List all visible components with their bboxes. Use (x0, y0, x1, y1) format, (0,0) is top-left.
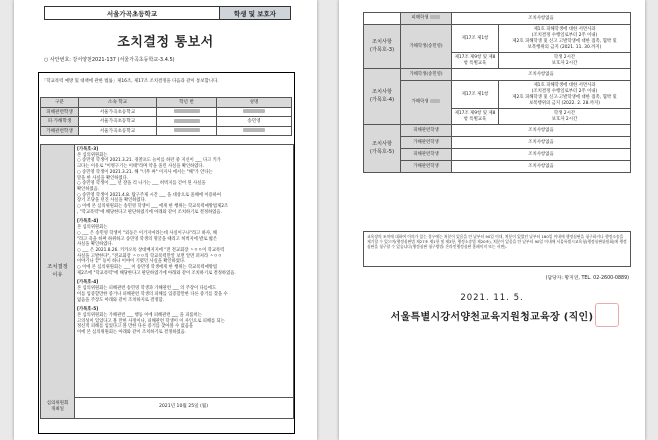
measure-line: 제2호 피해학생 및 신고 고발학생에 대한 접촉, 협박 및 (512, 38, 617, 44)
group-label: (가목호-3) (369, 46, 395, 53)
meeting-date-row (40, 396, 294, 419)
measure-content: 조치사항없음 (452, 137, 631, 149)
section-line: 본 심의위원회는 가해관련 ___ 행동 이에 피해관련 ___ 을 피롭히는 (77, 312, 202, 318)
row-school: 서울가곡초등학교 (79, 126, 157, 136)
section-line: 본 심의위원회는 피해관련 송민영 학생과 가해관련 ___ 의 주장이 다름에도 (77, 286, 217, 292)
table-row (364, 69, 631, 81)
group-label: 조치사항 (371, 39, 393, 45)
table-row (364, 81, 631, 109)
law-cell (452, 53, 499, 69)
meeting-label-line: 개최일 (50, 407, 65, 412)
section-line: ○ 이에 본 심의위원회는 송민영 학생이 ___ 에게 한 행위는 학교폭력예방법제2조 (77, 204, 229, 210)
student-table (40, 97, 292, 136)
measure-content (499, 53, 631, 69)
meeting-date: 2021년 10월 25일 (월) (158, 404, 209, 409)
section-line: ○ 송민영 학생이 ___ 년 잘을 리 나가는 ___ 허벅지를 걷어 된 사실을 (77, 181, 206, 187)
measure-line: 보복행위의 금지 (2021. 11. 30.까지) (527, 44, 602, 50)
header-audience: 학생 및 보호자 (220, 6, 291, 20)
section-line: ○ ___ 은 송민영 학생이 "외동은 이거지마라는데 사실이구나"라고 하자, 해 (77, 230, 217, 236)
meeting-label (41, 396, 75, 418)
section-line: 정신적 피해를 입었다고 볼 만한 다른 증거를 찾아볼 수 없음을 (77, 324, 194, 330)
measure-line: (조치결정 수행일로부터 2주 이내) (531, 32, 598, 38)
measure-content: 조치사항없음 (452, 13, 631, 25)
section-line: ○ 송민영 학생이 2021.3.21. 경찰프도 놀이를 하던 중 지신이 ___ 다고 키가 (77, 158, 221, 164)
group-label: (가목호-4) (369, 96, 395, 103)
header-school: 서울가곡초등학교 (44, 6, 220, 20)
row-name: 송민영 (217, 117, 292, 127)
section-line: 사실을 확인하였다. (77, 242, 113, 248)
section-line: 고의성이 있었다고 볼 만한 사정이나, 피해관련 학생이 이 사인으로 피해를 되는 (77, 318, 225, 324)
role-label: 가해관련학생 (413, 163, 439, 169)
table-row (364, 161, 631, 173)
measure-line: 보복행위의 금지 (2022. 2. 28.까지) (529, 100, 600, 106)
role-label: 피해관련학생 (413, 151, 439, 157)
group-label: (가목호-5) (369, 148, 395, 155)
notice-page-2 (339, 0, 645, 440)
role-cell (401, 149, 452, 161)
table-row (364, 149, 631, 161)
page-header (44, 6, 291, 20)
measure-content: 조치사항없음 (452, 69, 631, 81)
redacted-name (430, 15, 440, 19)
section-line: ○ ___ 은 2021.8.26. 키카오톡 상대배지지에 "전 전교회장 ㅅㅇㅇ이 학교폭력 (77, 247, 225, 253)
measure-content: 조치사항없음 (452, 149, 631, 161)
table-row (364, 125, 631, 137)
redacted-grade (157, 126, 217, 136)
meeting-label-line: 심의위원회 (46, 401, 69, 406)
col-header: 학년 반 (157, 98, 217, 108)
section-line: 사실을 고발한다", "전교회장 ㅅㅇㅇ의 학교폭력만알 보면 알면 퍼져라 ㅅㅇㅇ (77, 253, 222, 259)
reason-label-line: 이유 (52, 272, 63, 278)
reason-content (77, 147, 290, 336)
reason-label (41, 145, 75, 397)
table-header-row (41, 98, 292, 108)
row-school: 서울가곡초등학교 (79, 107, 157, 117)
table-row (41, 107, 292, 117)
section-line: 확인하였음. (77, 186, 100, 192)
section-line: 없음을 주장도 아래와 같이 조치하지로 결정함. (77, 297, 165, 303)
law-text: 제17조 제9항 및 제8항 특별교육 (454, 110, 496, 122)
section-line: 장기 조당을 던진 사실을 확인하였다. (77, 198, 147, 204)
table-row (41, 117, 292, 127)
group-cell (364, 25, 401, 69)
section-line: "라고 욕을 하며 하위하고 송민영 학생의 명굴을 때리고 허벅지에 발로 밟은 (77, 236, 218, 242)
section-line: , "학교폭력"에 해당한다고 판단하였기에 아래와 같이 조치하기로 결정하였음. (77, 209, 222, 215)
role-cell (401, 137, 452, 149)
row-school: 서울가곡초등학교 (79, 117, 157, 127)
law-cell (452, 25, 499, 53)
role-cell (401, 69, 452, 81)
group-cell (364, 13, 401, 25)
section-heading: [가목호-4] (77, 280, 99, 286)
redacted-name (217, 126, 292, 136)
section-line: ○ 송민영 학생이 2021.3.21. 해 "너무 싸" 이지사 에서는 "해"가 안다는 (77, 169, 213, 175)
table-row (364, 137, 631, 149)
reason-label-line: 조치결정 (47, 264, 68, 270)
measure-line: 보호자 2시간 (551, 60, 578, 66)
section-line: 제2조에 "학교폭력"에 해당한다고 판단하였기에 아래와 같이 조치하기로 결정하였음. (77, 270, 236, 276)
role-label: 피해학생 (411, 15, 429, 21)
measure-line: 제1호 피해학생에 대한 서면사과 (533, 26, 596, 32)
redacted-grade (157, 107, 217, 117)
group-cell (364, 125, 401, 173)
role-label: 가해학생 (411, 99, 429, 105)
role-cell (401, 125, 452, 137)
measure-line: (조치결정 수행일로부터 2주 이내) (531, 88, 598, 94)
section-line: 말을 한 사실을 확인하였다. (77, 175, 129, 181)
section-line: 본 심의위원회는 (77, 225, 108, 231)
notice-page-1 (14, 0, 317, 440)
intro-text: 「학교폭력 예방 및 대책에 관한 법률」제16조, 제17조 조치결정을 다음과 같이 통보합니다. (42, 79, 219, 84)
measure-content: 조치사항없음 (452, 161, 631, 173)
role-cell (401, 13, 452, 25)
measure-line: 제1호 피해학생에 대한 서면사과 (533, 82, 596, 88)
measure-content (499, 25, 631, 53)
table-row (41, 126, 292, 136)
law-cell (452, 109, 499, 125)
section-heading: [가목호-5] (77, 307, 99, 313)
section-line: ○ 이에 본 심의위원회는 ___ 이 송민영 학생에게 한 행위는 학교폭력예방법 (77, 265, 218, 271)
contact-info: (담당자: 황지연, TEL. 02-2600-0889) (545, 276, 629, 281)
measure-line: 학생 2시간 (553, 54, 576, 60)
measure-line: 보호자 2시간 (551, 116, 578, 122)
group-cell (364, 69, 401, 125)
issue-date: 2021. 11. 5. (460, 293, 524, 303)
document-title: 조치결정 통보서 (117, 35, 214, 50)
role-label: 가해학생(송민영) (409, 71, 443, 77)
official-seal-icon (595, 303, 619, 327)
col-header: 구분 (41, 98, 79, 108)
section-line: ○ 송민영 학생이 2021.4.8. 탐구주제 시간 ___ 을 대상으로 올해에 이용하여 (77, 192, 221, 198)
col-header: 성명 (217, 98, 292, 108)
appeal-notice: 교육장의 조치에 대하여 이의가 있는 경우에는 처분이 있음을 안 날부터 90일 이내, 처분이 있었던 날부터 180일 이내에 행정심판을 청구하거나 행정소송을 제기할 수 있으며(행정심판법 제27조 제1항 및 제3항, 행정소송법 제20조), 처분이 있음을 안 날부터 90일 이내에 서울특별시교육청(행정심판위원회)에 행정심판을 청구할 수 있습니다(행정심판 청구방법: 온라인행정심판 홈페이지 또는 서면). (363, 231, 631, 267)
row-label: 피해관련학생 (41, 107, 79, 117)
measure-content: 조치사항없음 (452, 125, 631, 137)
redacted-grade (157, 117, 217, 127)
law-text: 제17조 제1항 (461, 35, 489, 41)
decision-reason-row (40, 144, 294, 398)
section-line: 본 심의위원회는 (77, 152, 108, 158)
role-label: 가해학생(송민영) (409, 43, 443, 49)
role-label: 가해관련학생 (413, 139, 439, 145)
section-line: 이야기나 끝" 등이 하나 이야이 기렸던 사실을 확인하였다. (77, 259, 186, 265)
measure-line: 학생 2시간 (553, 110, 576, 116)
section-line: 이를 입증할만한 증거나 피해관련 학생의 피해를 입증할만한 다른 증거를 찾을 수 (77, 291, 228, 297)
role-cell (401, 161, 452, 173)
measure-content (499, 109, 631, 125)
group-label: 조치사항 (371, 89, 393, 95)
role-cell (401, 25, 452, 69)
col-header: 소속 학교 (79, 98, 157, 108)
law-cell (452, 81, 499, 109)
section-line: 이에 본 심의위원회는 아래와 같이 조치하기로 결정하였음. (77, 330, 187, 336)
role-label: 피해관련학생 (413, 127, 439, 133)
role-cell (401, 81, 452, 125)
issuing-office: 서울특별시강서양천교육지원청교육장 (직인) (390, 312, 594, 323)
group-label: 조치사항 (371, 141, 393, 147)
case-number: ○ 사안번호: 강서양천2021-137 (서울가곡초등학교-3.4.5) (44, 57, 175, 63)
row-label: 피·가해학생 (41, 117, 79, 127)
table-row (364, 13, 631, 25)
redacted-name (217, 107, 292, 117)
section-heading: [가목호-3] (77, 147, 99, 152)
section-heading: [가목호-4] (77, 219, 99, 225)
table-row (364, 25, 631, 53)
measure-line: 제2호 피해학생 및 신고·고발학생에 대한 접촉, 협박 및 (512, 94, 617, 100)
law-text: 제17조 제1항 (461, 91, 489, 97)
section-line: 크다는 이유로 "이병구기는 이태"라며 약을 올린 사실을 확인하였다. (77, 164, 204, 170)
law-text: 제17조 제9항 및 제8항 특별교육 (454, 54, 496, 66)
row-label: 가해관련학생 (41, 126, 79, 136)
measure-content (499, 81, 631, 109)
measures-table (363, 12, 631, 173)
redacted-name (430, 99, 440, 103)
